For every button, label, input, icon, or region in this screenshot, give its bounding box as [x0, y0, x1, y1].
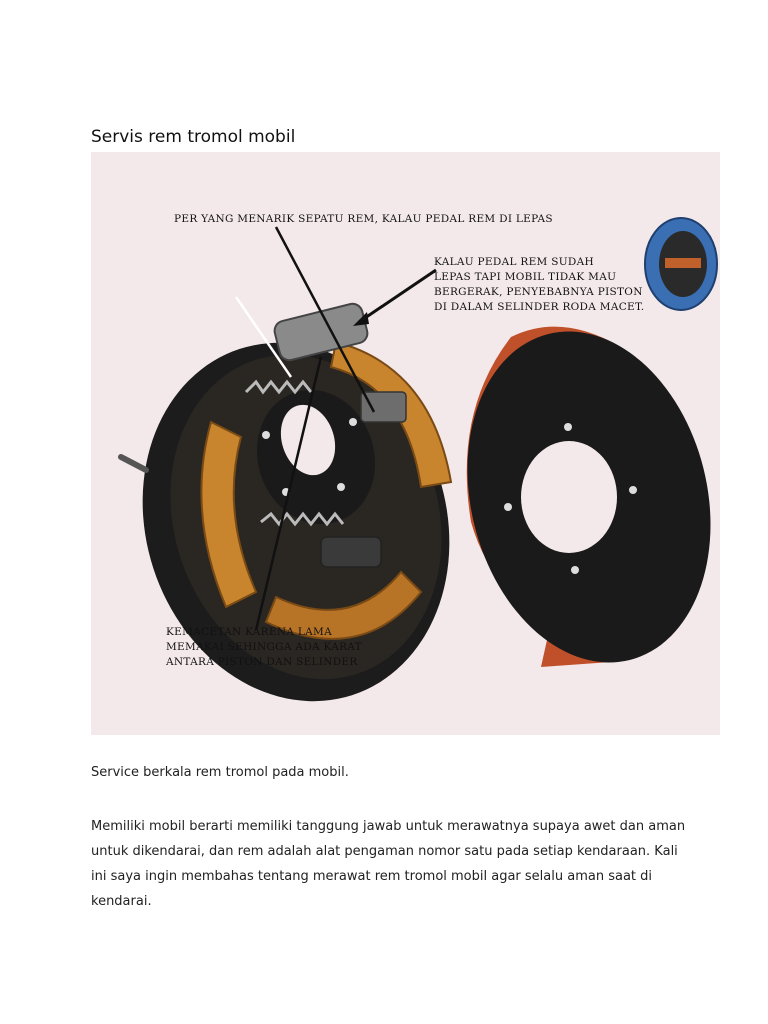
- figure-caption: Service berkala rem tromol pada mobil.: [91, 765, 349, 780]
- article-title: Servis rem tromol mobil: [91, 127, 296, 147]
- annotation-piston-line: KALAU PEDAL REM SUDAH: [434, 256, 594, 268]
- brake-drum-inset-icon: [645, 218, 717, 310]
- annotation-rust-line: ANTARA PISTON DAN SELINDER: [166, 656, 358, 668]
- annotation-piston-stuck: [434, 255, 644, 315]
- annotation-rust-line: MEMAKAI SEHINGGA ADA KARAT: [166, 641, 362, 653]
- annotation-spring-text: PER YANG MENARIK SEPATU REM, KALAU PEDAL REM DI LEPAS: [174, 213, 553, 225]
- annotation-rust: [166, 625, 362, 670]
- annotation-spring: [174, 212, 553, 227]
- annotation-piston-line: LEPAS TAPI MOBIL TIDAK MAU: [434, 271, 617, 283]
- brake-backing-plate: [97, 302, 495, 735]
- annotation-rust-line: KEMACETAN KARENA LAMA: [166, 626, 332, 638]
- article-paragraph: Memiliki mobil berarti memiliki tanggung jawab untuk merawatnya supaya awet dan aman untuk dikendarai, dan rem adalah alat pengaman nomor satu pada setiap kendaraan. Kali ini saya ingin membahas tentang merawat rem tromol mobil agar selalu aman saat di kendarai.: [91, 819, 686, 909]
- annotation-piston-line: BERGERAK, PENYEBABNYA PISTON: [434, 286, 643, 298]
- annotation-piston-line: DI DALAM SELINDER RODA MACET.: [434, 301, 645, 313]
- brake-diagram-figure: [91, 152, 720, 735]
- brake-drum: [434, 305, 720, 688]
